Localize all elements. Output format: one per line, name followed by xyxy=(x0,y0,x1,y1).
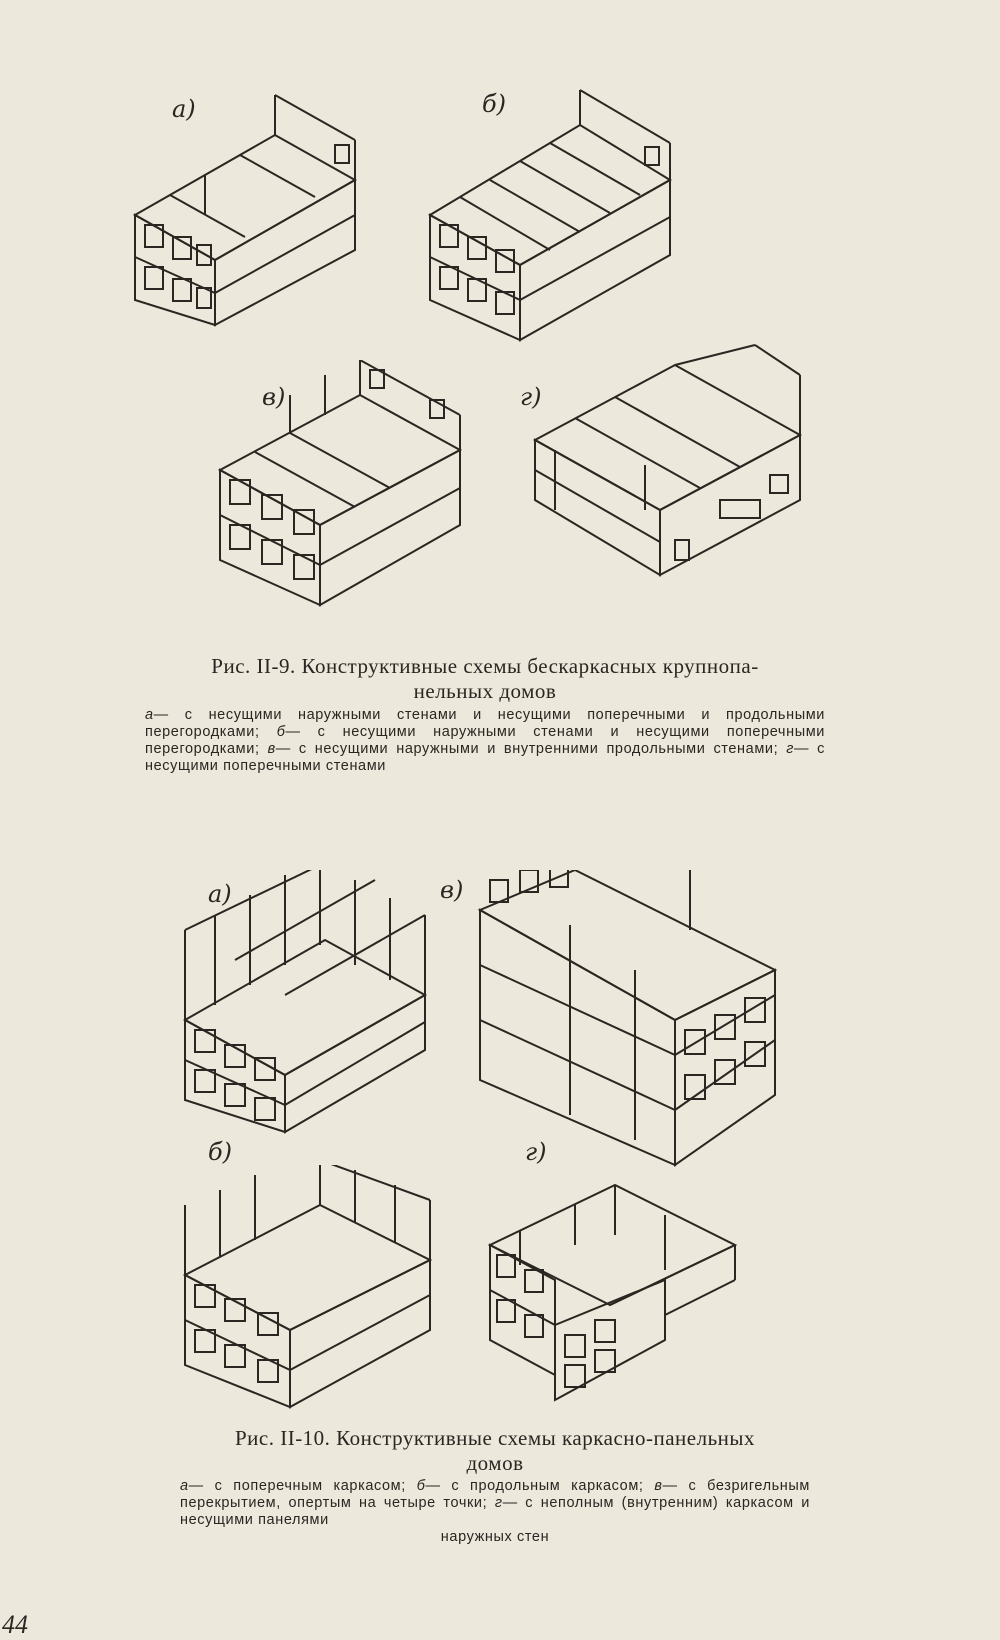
fig9-title-line1: Рис. II-9. Конструктивные схемы бескаркасных крупнопа- xyxy=(211,654,759,678)
fig10-label-v: в) xyxy=(440,876,464,904)
fig10-legend-text-v: — с безригельным перекрытием, опертым на четыре точки; xyxy=(180,1478,810,1511)
fig9-legend-text-g: — с несущими поперечными стенами xyxy=(145,741,825,774)
fig9-title-line2: нельных домов xyxy=(413,679,557,703)
fig10-legend-key-v: в xyxy=(654,1478,663,1494)
fig9-a-diagram xyxy=(125,85,375,330)
fig10-label-a: а) xyxy=(208,880,232,908)
fig10-label-b: б) xyxy=(208,1138,233,1166)
fig10-legend-key-b: б xyxy=(416,1478,426,1494)
fig10-legend-text-a: — с поперечным каркасом; xyxy=(188,1478,406,1494)
fig10-legend-last-line: наружных стен xyxy=(440,1529,550,1545)
fig9-label-b: б) xyxy=(482,90,507,118)
fig9-label-g: г) xyxy=(520,383,542,411)
fig10-b-diagram xyxy=(180,1165,445,1410)
fig9-label-a: а) xyxy=(172,95,196,123)
fig9-v-diagram xyxy=(210,360,480,610)
fig9-label-v: в) xyxy=(262,383,286,411)
fig9-legend-key-a: а xyxy=(145,707,154,723)
fig9-legend-text-a: — с несущими наружными стенами и несущими поперечными и продольными перегородками; xyxy=(145,707,825,740)
fig9-legend-key-v: в xyxy=(267,741,276,757)
fig10-v-diagram xyxy=(475,870,780,1170)
fig9-b-diagram xyxy=(420,85,690,345)
fig10-title xyxy=(175,1426,815,1476)
fig9-title xyxy=(140,654,830,704)
fig10-legend xyxy=(180,1478,810,1546)
fig10-legend-text-g: — с неполным (внутренним) каркасом и несущими панелями xyxy=(180,1495,810,1528)
fig10-legend-key-g: г xyxy=(494,1495,503,1511)
fig10-legend-key-a: а xyxy=(180,1478,189,1494)
fig10-label-g: г) xyxy=(525,1138,547,1166)
fig9-legend xyxy=(145,707,825,775)
fig9-legend-key-b: б xyxy=(276,724,286,740)
fig10-title-line2: домов xyxy=(466,1451,524,1475)
fig9-legend-text-v: — с несущими наружными и внутренними продольными стенами; xyxy=(275,741,779,757)
fig10-legend-text-b: — с продольным каркасом; xyxy=(425,1478,644,1494)
fig9-legend-key-g: г xyxy=(786,741,794,757)
fig10-g-diagram xyxy=(485,1175,755,1405)
fig9-legend-text xyxy=(145,707,825,775)
fig10-a-diagram xyxy=(175,870,445,1135)
page-number: 44 xyxy=(2,1610,28,1639)
fig10-legend-line1 xyxy=(180,1478,810,1529)
fig9-g-diagram xyxy=(525,340,815,595)
fig9-legend-text-b: — с несущими наружными стенами и несущими поперечными перегородками; xyxy=(145,724,825,757)
fig10-title-line1: Рис. II-10. Конструктивные схемы каркасно-панельных xyxy=(234,1426,756,1450)
